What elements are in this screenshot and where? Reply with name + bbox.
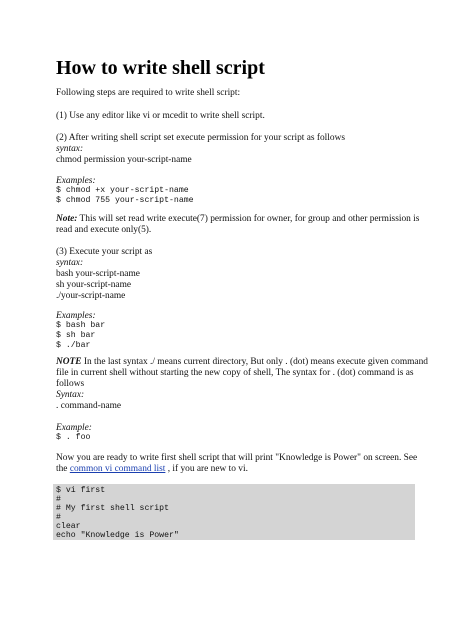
exec-syntax-line: bash your-script-name [56,269,140,279]
ready-prefix: the [56,464,70,474]
note-paragraph-line [56,214,419,225]
exec-syntax-line: ./your-script-name [56,291,126,301]
code-line: clear [56,522,81,531]
code-line: echo "Knowledge is Power" [56,531,179,540]
note-label: NOTE [56,357,82,367]
code-block [53,484,415,540]
code-example-line: $ chmod +x your-script-name [56,186,189,195]
dot-syntax: . command-name [56,401,122,411]
note-text: This will set read write execute(7) permission for owner, for group and other permission is [77,214,420,224]
code-line: # [56,513,61,522]
examples-label: Examples: [56,311,96,321]
code-line: $ vi first [56,486,106,495]
syntax-label: syntax: [56,144,84,154]
syntax-label: syntax: [56,258,84,268]
code-example-line: $ sh bar [56,331,96,340]
exec-syntax-line: sh your-script-name [56,280,132,290]
example-label: Example: [56,423,92,433]
code-example-line: $ . foo [56,433,91,442]
note-text-line: read and execute only(5). [56,225,152,235]
note-text-line: follows [56,379,85,389]
code-example-line: $ bash bar [56,321,106,330]
note-text-line: file in current shell without starting the new copy of shell, The syntax for . (dot) command is as [56,368,414,378]
step-2-text: (2) After writing shell script set execute permission for your script as follows [56,133,345,143]
ready-suffix: , if you are new to vi. [165,464,248,474]
code-line: # My first shell script [56,504,170,513]
note-paragraph-line [56,357,428,368]
code-example-line: $ ./bar [56,341,91,350]
step-1-text: (1) Use any editor like vi or mcedit to write shell script. [56,111,265,121]
note-label: Note: [56,214,78,224]
chmod-syntax: chmod permission your-script-name [56,155,192,165]
syntax-label: Syntax: [56,390,85,400]
note-text: In the last syntax ./ means current directory, But only . (dot) means execute given command [81,357,428,367]
page-title: How to write shell script [56,57,265,79]
examples-label: Examples: [56,176,96,186]
code-example-line: $ chmod 755 your-script-name [56,196,194,205]
ready-text-line-2 [56,464,248,475]
intro-text: Following steps are required to write shell script: [56,88,241,98]
code-line: # [56,495,61,504]
ready-text-line: Now you are ready to write first shell script that will print "Knowledge is Power" on screen. See [56,453,418,463]
vi-command-list-link[interactable]: common vi command list [69,464,166,474]
step-3-text: (3) Execute your script as [56,247,153,257]
